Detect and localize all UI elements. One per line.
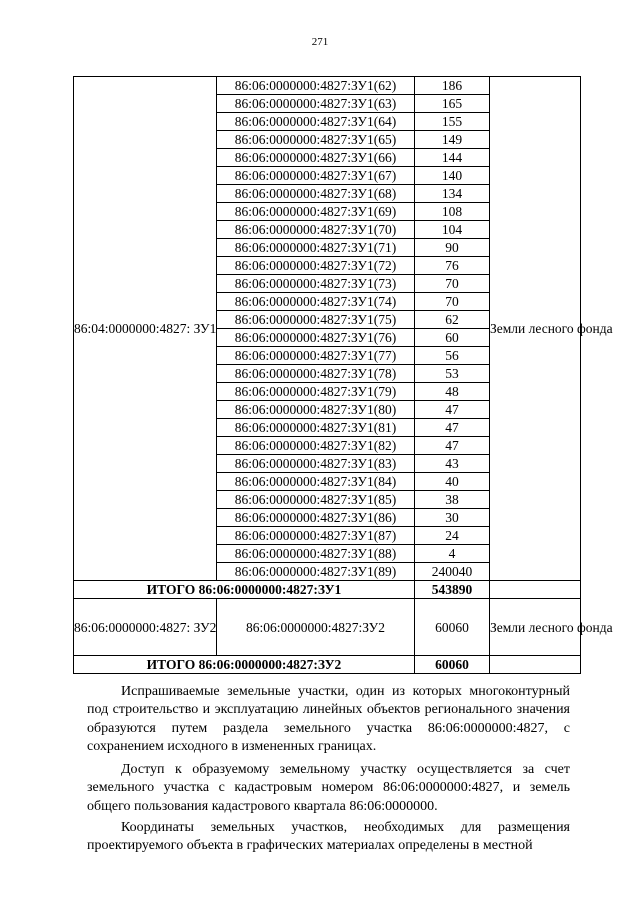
plot-number-cell: 86:06:0000000:4827:ЗУ1(76) bbox=[217, 329, 415, 347]
group2-total-row bbox=[74, 656, 581, 674]
paragraph-1-text: Испрашиваемые земельные участки, один из которых многоконтурный под строительство и эксплуатацию линейных объектов регионального значения образуются путем раздела земельного участка 86:06:0000000:4827, с сохранением исходного в измененных границах. bbox=[87, 684, 570, 755]
plot-number-cell: 86:06:0000000:4827:ЗУ1(79) bbox=[217, 383, 415, 401]
plot-area-cell: 186 bbox=[415, 77, 490, 95]
plot-area-cell: 90 bbox=[415, 239, 490, 257]
plot-area-cell: 70 bbox=[415, 293, 490, 311]
plot-number-cell: 86:06:0000000:4827:ЗУ1(73) bbox=[217, 275, 415, 293]
page-number: 271 bbox=[311, 36, 329, 48]
group2-parent-cell: 86:06:0000000:4827: ЗУ2 bbox=[74, 599, 217, 656]
plot-number-cell: 86:06:0000000:4827:ЗУ1(67) bbox=[217, 167, 415, 185]
group1-total-empty bbox=[490, 581, 581, 599]
plot-number-cell: 86:06:0000000:4827:ЗУ1(84) bbox=[217, 473, 415, 491]
group1-category-cell: Земли лесного фонда bbox=[490, 77, 581, 581]
group2-number-cell: 86:06:0000000:4827:ЗУ2 bbox=[217, 599, 415, 656]
land-plots-table bbox=[73, 76, 613, 674]
plot-area-cell: 149 bbox=[415, 131, 490, 149]
paragraph-2-text: Доступ к образуемому земельному участку осуществляется за счет земельного участка с кадастровым номером 86:06:0000000:4827, и земель общего пользования кадастрового квартала 86:06:0000000. bbox=[87, 762, 570, 814]
group2-row bbox=[74, 599, 581, 656]
plot-area-cell: 47 bbox=[415, 419, 490, 437]
paragraph-1 bbox=[87, 683, 570, 757]
plot-number-cell: 86:06:0000000:4827:ЗУ1(82) bbox=[217, 437, 415, 455]
group1-parent-cell: 86:04:0000000:4827: ЗУ1 bbox=[74, 77, 217, 581]
plot-number-cell: 86:06:0000000:4827:ЗУ1(86) bbox=[217, 509, 415, 527]
plot-number-cell: 86:06:0000000:4827:ЗУ1(69) bbox=[217, 203, 415, 221]
group1-total-body bbox=[74, 581, 581, 599]
plot-number-cell: 86:06:0000000:4827:ЗУ1(85) bbox=[217, 491, 415, 509]
plot-area-cell: 60 bbox=[415, 329, 490, 347]
plot-number-cell: 86:06:0000000:4827:ЗУ1(75) bbox=[217, 311, 415, 329]
group2-area-cell: 60060 bbox=[415, 599, 490, 656]
plot-number-cell: 86:06:0000000:4827:ЗУ1(64) bbox=[217, 113, 415, 131]
plot-area-cell: 48 bbox=[415, 383, 490, 401]
plot-area-cell: 53 bbox=[415, 365, 490, 383]
paragraph-3 bbox=[87, 819, 570, 856]
plot-area-cell: 155 bbox=[415, 113, 490, 131]
plot-area-cell: 144 bbox=[415, 149, 490, 167]
group1-body bbox=[74, 77, 613, 581]
plot-area-cell: 24 bbox=[415, 527, 490, 545]
plot-number-cell: 86:06:0000000:4827:ЗУ1(72) bbox=[217, 257, 415, 275]
group2-total-value: 60060 bbox=[415, 656, 490, 674]
group1-total-value: 543890 bbox=[415, 581, 490, 599]
plot-area-cell: 47 bbox=[415, 437, 490, 455]
plot-number-cell: 86:06:0000000:4827:ЗУ1(68) bbox=[217, 185, 415, 203]
plot-area-cell: 4 bbox=[415, 545, 490, 563]
paragraph-2 bbox=[87, 761, 570, 816]
plot-number-cell: 86:06:0000000:4827:ЗУ1(83) bbox=[217, 455, 415, 473]
plot-number-cell: 86:06:0000000:4827:ЗУ1(70) bbox=[217, 221, 415, 239]
plot-area-cell: 43 bbox=[415, 455, 490, 473]
plot-area-cell: 140 bbox=[415, 167, 490, 185]
plot-area-cell: 30 bbox=[415, 509, 490, 527]
paragraph-3-text: Координаты земельных участков, необходимых для размещения проектируемого объекта в графических материалах определены в местной bbox=[87, 820, 570, 854]
plot-number-cell: 86:06:0000000:4827:ЗУ1(89) bbox=[217, 563, 415, 581]
plot-number-cell: 86:06:0000000:4827:ЗУ1(71) bbox=[217, 239, 415, 257]
plot-number-cell: 86:06:0000000:4827:ЗУ1(66) bbox=[217, 149, 415, 167]
plot-area-cell: 38 bbox=[415, 491, 490, 509]
plot-area-cell: 70 bbox=[415, 275, 490, 293]
group2-category-cell: Земли лесного фонда bbox=[490, 599, 581, 656]
group2-total-label: ИТОГО 86:06:0000000:4827:ЗУ2 bbox=[74, 656, 415, 674]
plot-number-cell: 86:06:0000000:4827:ЗУ1(62) bbox=[217, 77, 415, 95]
table-row bbox=[74, 77, 581, 95]
plot-area-cell: 40 bbox=[415, 473, 490, 491]
group2-total-empty bbox=[490, 656, 581, 674]
plot-area-cell: 62 bbox=[415, 311, 490, 329]
plot-number-cell: 86:06:0000000:4827:ЗУ1(65) bbox=[217, 131, 415, 149]
group1-total-label: ИТОГО 86:06:0000000:4827:ЗУ1 bbox=[74, 581, 415, 599]
plot-area-cell: 56 bbox=[415, 347, 490, 365]
plot-area-cell: 165 bbox=[415, 95, 490, 113]
plot-area-cell: 240040 bbox=[415, 563, 490, 581]
plot-number-cell: 86:06:0000000:4827:ЗУ1(77) bbox=[217, 347, 415, 365]
plot-area-cell: 108 bbox=[415, 203, 490, 221]
plot-number-cell: 86:06:0000000:4827:ЗУ1(88) bbox=[217, 545, 415, 563]
plot-number-cell: 86:06:0000000:4827:ЗУ1(81) bbox=[217, 419, 415, 437]
group1-total-row bbox=[74, 581, 581, 599]
plot-area-cell: 134 bbox=[415, 185, 490, 203]
plot-area-cell: 47 bbox=[415, 401, 490, 419]
plot-number-cell: 86:06:0000000:4827:ЗУ1(74) bbox=[217, 293, 415, 311]
plot-area-cell: 104 bbox=[415, 221, 490, 239]
plot-number-cell: 86:06:0000000:4827:ЗУ1(63) bbox=[217, 95, 415, 113]
plot-area-cell: 76 bbox=[415, 257, 490, 275]
plot-number-cell: 86:06:0000000:4827:ЗУ1(78) bbox=[217, 365, 415, 383]
plot-number-cell: 86:06:0000000:4827:ЗУ1(80) bbox=[217, 401, 415, 419]
plot-number-cell: 86:06:0000000:4827:ЗУ1(87) bbox=[217, 527, 415, 545]
group2-body bbox=[74, 599, 613, 674]
